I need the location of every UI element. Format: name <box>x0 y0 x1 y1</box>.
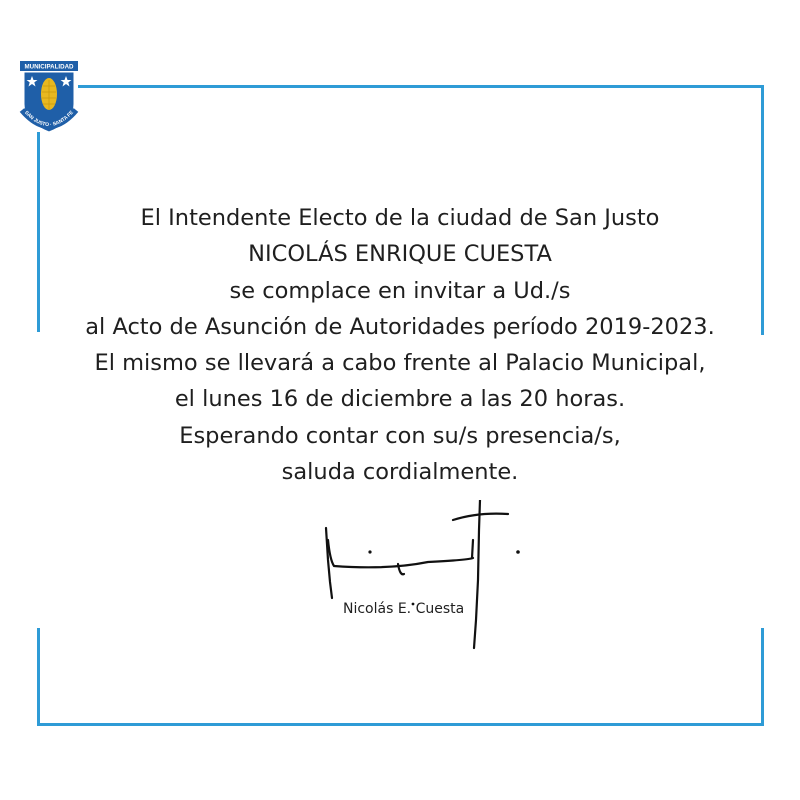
letter-line-1: El Intendente Electo de la ciudad de San Justo <box>140 205 660 231</box>
letter-line-2: NICOLÁS ENRIQUE CUESTA <box>248 241 552 268</box>
handwritten-signature <box>318 500 538 650</box>
frame-right-border-upper <box>761 85 764 335</box>
letter-line-3: se complace en invitar a Ud./s <box>229 277 571 304</box>
frame-left-border-lower <box>37 628 40 726</box>
letter-line-4: al Acto de Asunción de Autoridades período 2019-2023. <box>85 313 715 340</box>
letter-line-6: el lunes 16 de diciembre a las 20 horas. <box>174 386 626 413</box>
letter-line-8: saluda cordialmente. <box>281 459 519 486</box>
frame-right-border-lower <box>761 628 764 726</box>
invitation-letter <box>40 200 760 490</box>
frame-top-border <box>78 85 764 88</box>
crest-ring-text: SAN JUSTO · SANTA FE <box>23 109 75 129</box>
municipality-crest-logo <box>18 60 80 140</box>
signatory-name: Nicolás E. Cuesta <box>343 601 465 617</box>
letter-line-5: El mismo se llevará a cabo frente al Palacio Municipal, <box>94 350 706 377</box>
frame-bottom-border <box>37 723 764 726</box>
letter-line-7: Esperando contar con su/s presencia/s, <box>179 422 621 449</box>
crest-banner-text: MUNICIPALIDAD <box>24 63 74 71</box>
